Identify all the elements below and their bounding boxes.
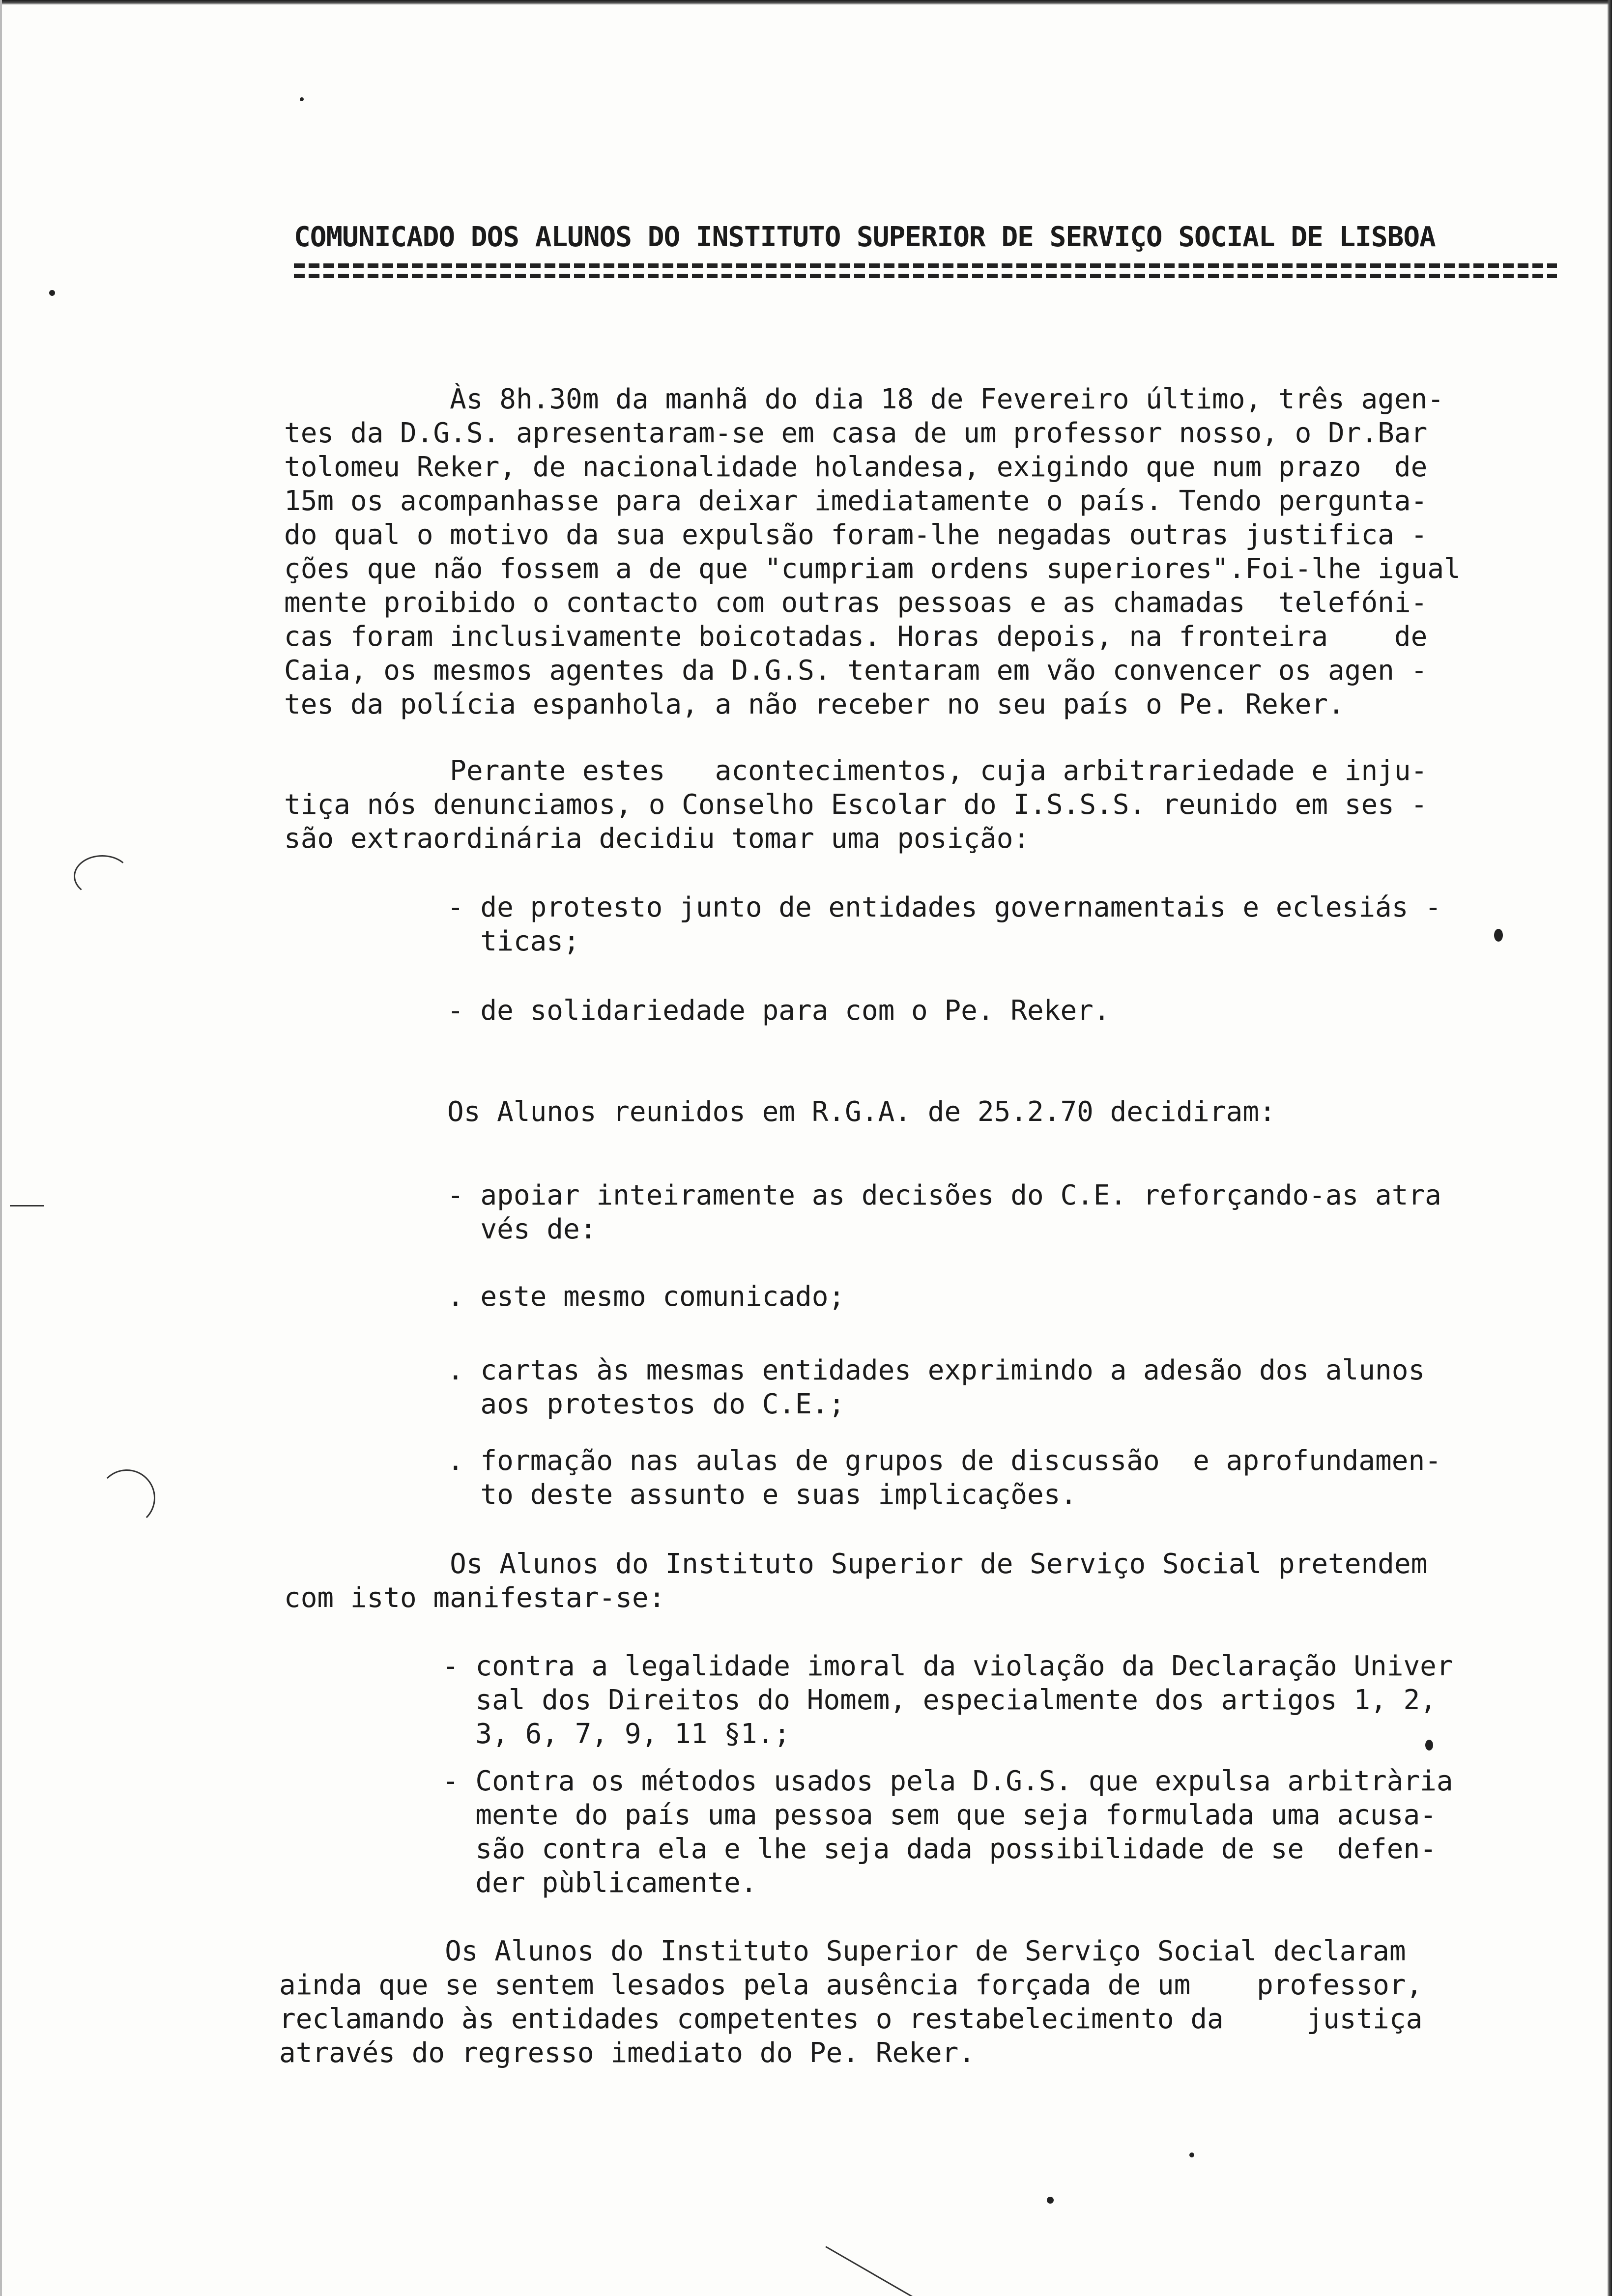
ink-speck: [1047, 2197, 1054, 2204]
ink-speck: [1425, 1740, 1433, 1751]
list-item-against-legality: - contra a legalidade imoral da violação da Declaração Univer sal dos Direitos do Homem, especialmente dos artigos 1, 2, 3, 6, 7, 9, 11 §1.;: [442, 1650, 1453, 1750]
list-item-support-decisions: - apoiar inteiramente as decisões do C.E. reforçando-as atra vés de:: [447, 1179, 1441, 1245]
pencil-arc-mark: [98, 1469, 155, 1526]
list-item-letters: . cartas às mesmas entidades exprimindo a adesão dos alunos aos protestos do C.E.;: [447, 1354, 1425, 1420]
paragraph-students-decision: Os Alunos reunidos em R.G.A. de 25.2.70 decidiram:: [447, 1096, 1276, 1128]
ink-speck: [1189, 2152, 1194, 2157]
list-item-protest: - de protesto junto de entidades governamentais e eclesiás - ticas;: [447, 891, 1441, 957]
paragraph-closing-demand: Os Alunos do Instituto Superior de Serviço Social declaram ainda que se sentem lesados pela ausência forçada de um professor, reclamando às entidades competentes o restabelecimento da justiça através do regresso imediato do Pe. Reker.: [279, 1935, 1423, 2069]
paragraph-expulsion-account: Às 8h.30m da manhã do dia 18 de Fevereiro último, três agen- tes da D.G.S. apresentaram-se em casa de um professor nosso, o Dr.Bar tolomeu Reker, de nacionalidade holandesa, exigindo que num prazo de 15m os acompanhasse para deixar imediatamente o país. Tendo pergunta- do qual o motivo da sua expulsão foram-lhe negadas outras justifica - ções que não fossem a de que "cumpriam ordens superiores".Foi-lhe igual mente proibido o contacto com outras pessoas e as chamadas telefóni- cas foram inclusivamente boicotadas. Horas depois, na fronteira de Caia, os mesmos agentes da D.G.S. tentaram em vão convencer os agen - tes da polícia espanhola, a não receber no seu país o Pe. Reker.: [284, 383, 1461, 720]
title-underline: [294, 263, 1557, 278]
paragraph-students-intent: Os Alunos do Instituto Superior de Serviço Social pretendem com isto manifestar-se:: [284, 1548, 1428, 1614]
list-item-discussion-groups: . formação nas aulas de grupos de discussão e aprofundamen- to deste assunto e suas implicações.: [447, 1445, 1441, 1511]
document-title: COMUNICADO DOS ALUNOS DO INSTITUTO SUPERIOR DE SERVIÇO SOCIAL DE LISBOA: [294, 221, 1436, 253]
ink-speck: [300, 97, 304, 101]
list-item-communique: . este mesmo comunicado;: [447, 1281, 845, 1313]
pencil-arc-mark: [74, 855, 131, 897]
paragraph-school-council-position: Perante estes acontecimentos, cuja arbitrariedade e inju- tiça nós denunciamos, o Conselho Escolar do I.S.S.S. reunido em ses - são extraordinária decidiu tomar uma posição:: [284, 755, 1428, 855]
list-item-against-methods: - Contra os métodos usados pela D.G.S. que expulsa arbitrària mente do país uma pessoa sem que seja formulada uma acusa- são contra ela e lhe seja dada possibilidade de se defen- der pùblicamente.: [442, 1765, 1453, 1899]
list-item-solidarity: - de solidariedade para com o Pe. Reker.: [447, 995, 1110, 1027]
ink-speck: [49, 290, 55, 296]
ink-speck: [1494, 929, 1503, 942]
hole-punch-line: [10, 1205, 44, 1206]
